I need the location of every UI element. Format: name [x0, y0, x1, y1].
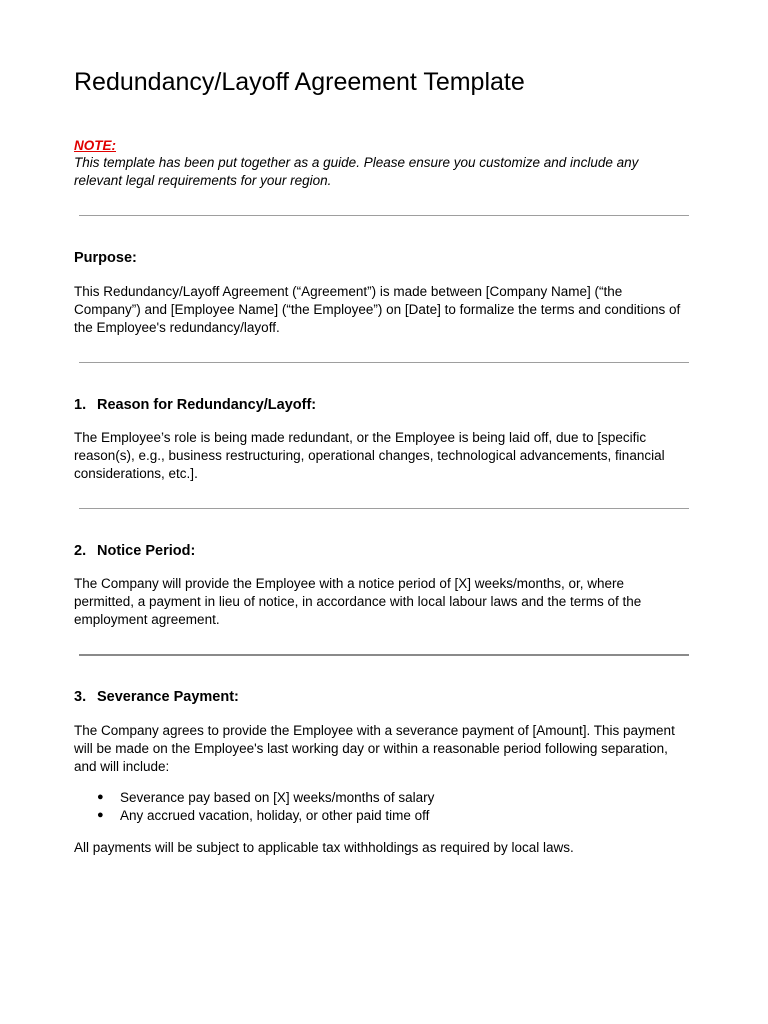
purpose-text: This Redundancy/Layoff Agreement (“Agreement”) is made between [Company Name] (“the Company”) and [Employee Name] (“the Employee”) on [Date] to formalize the terms and conditions of the Employee's redundancy/layoff.	[74, 284, 681, 335]
section-3-heading	[74, 688, 239, 706]
note-text: This template has been put together as a guide. Please ensure you customize and include any relevant legal requirements for your region.	[74, 155, 639, 188]
section-3-title: Severance Payment:	[97, 689, 239, 705]
note-heading: NOTE:	[74, 138, 116, 153]
section-1-text: The Employee’s role is being made redundant, or the Employee is being laid off, due to [specific reason(s), e.g., business restructuring, operational changes, technological advancements, financial considerations, etc.].	[74, 430, 665, 481]
section-2-heading	[74, 542, 195, 560]
list-item-text: Any accrued vacation, holiday, or other paid time off	[120, 807, 430, 823]
purpose-heading: Purpose:	[74, 250, 137, 266]
section-divider	[79, 362, 689, 363]
severance-bullet-list	[74, 789, 686, 824]
section-divider	[79, 508, 689, 509]
list-item	[74, 807, 686, 825]
bullet-icon: ●	[97, 791, 104, 803]
section-divider	[79, 215, 689, 216]
document-title: Redundancy/Layoff Agreement Template	[74, 68, 525, 96]
section-1-title: Reason for Redundancy/Layoff:	[97, 397, 317, 413]
section-3-text: The Company agrees to provide the Employee with a severance payment of [Amount]. This payment will be made on the Employee's last working day or within a reasonable period following separation, and will include:	[74, 723, 675, 774]
section-1-heading	[74, 396, 316, 414]
section-3-number: 3.	[74, 689, 87, 705]
section-1-number: 1.	[74, 397, 87, 413]
section-divider	[79, 654, 689, 656]
section-2-title: Notice Period:	[97, 543, 196, 559]
section-2-number: 2.	[74, 543, 87, 559]
section-2-text: The Company will provide the Employee with a notice period of [X] weeks/months, or, where permitted, a payment in lieu of notice, in accordance with local labour laws and the terms of the employment agreement.	[74, 576, 642, 627]
section-3-closing-text: All payments will be subject to applicable tax withholdings as required by local laws.	[74, 840, 574, 855]
list-item	[74, 789, 686, 807]
bullet-icon: ●	[97, 808, 104, 821]
list-item-text: Severance pay based on [X] weeks/months of salary	[120, 790, 435, 805]
